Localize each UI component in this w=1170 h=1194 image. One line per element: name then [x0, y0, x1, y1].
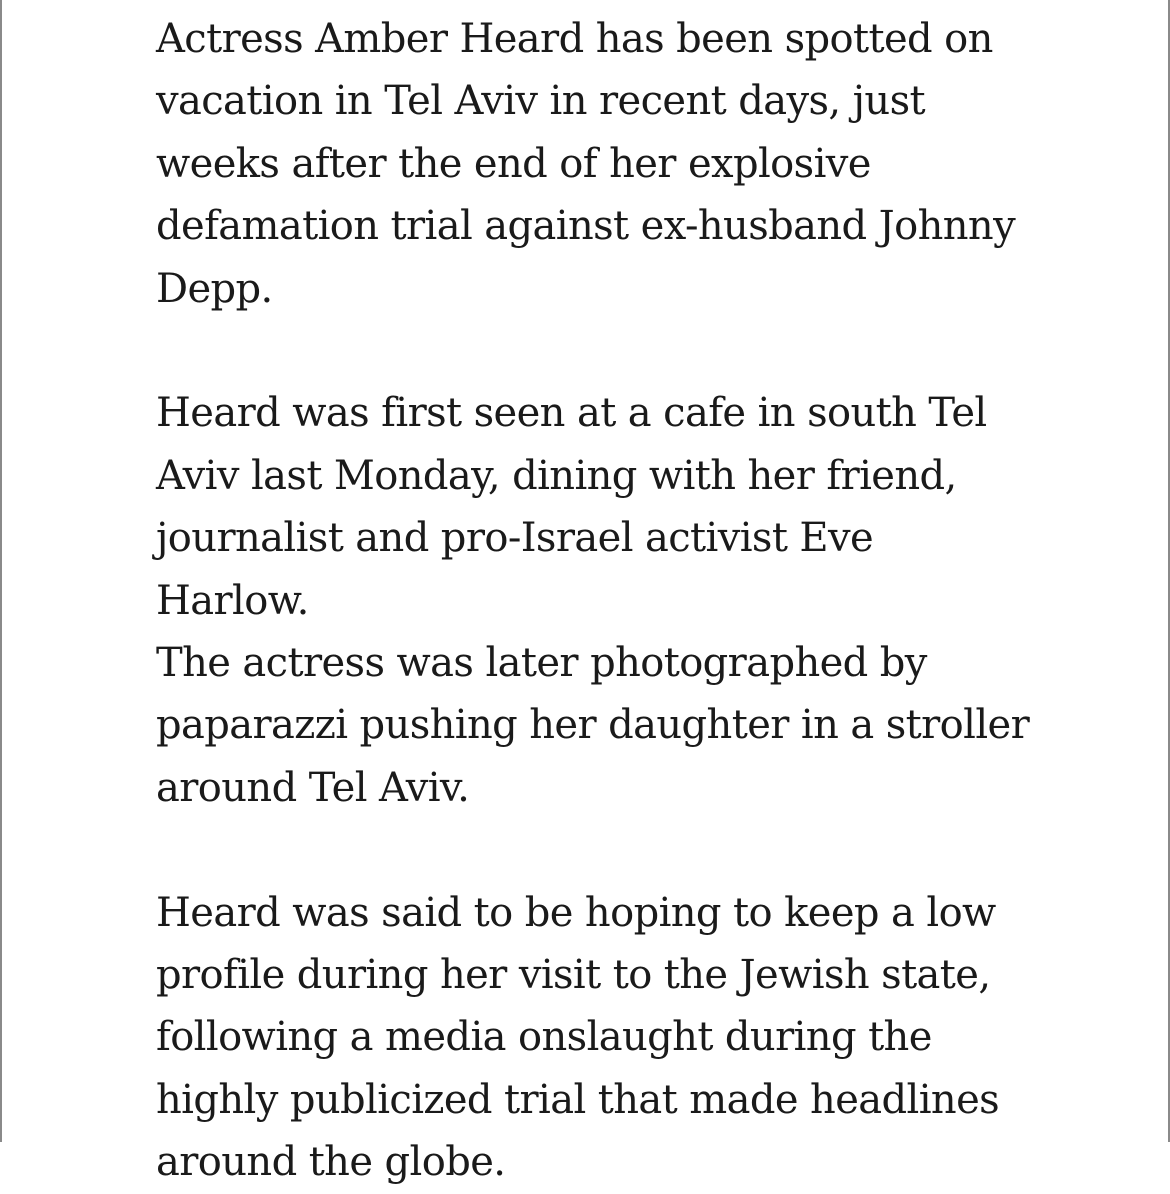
article-body: [156, 8, 1036, 1194]
article-paragraph: Heard was said to be hoping to keep a low profile during her visit to the Jewish state, following a media onslaught during the highly publicized trial that made headlines around the globe.: [156, 889, 1000, 1186]
article-paragraph: Heard was first seen at a cafe in south Tel Aviv last Monday, dining with her friend, journalist and pro-Israel activist Eve Harlow. The actress was later photographed by paparazzi pushing her daughter in a stroller around Tel Aviv.: [156, 390, 1030, 811]
article-paragraph: Actress Amber Heard has been spotted on vacation in Tel Aviv in recent days, just weeks after the end of her explosive defamation trial against ex-husband Johnny Depp.: [156, 16, 1016, 312]
